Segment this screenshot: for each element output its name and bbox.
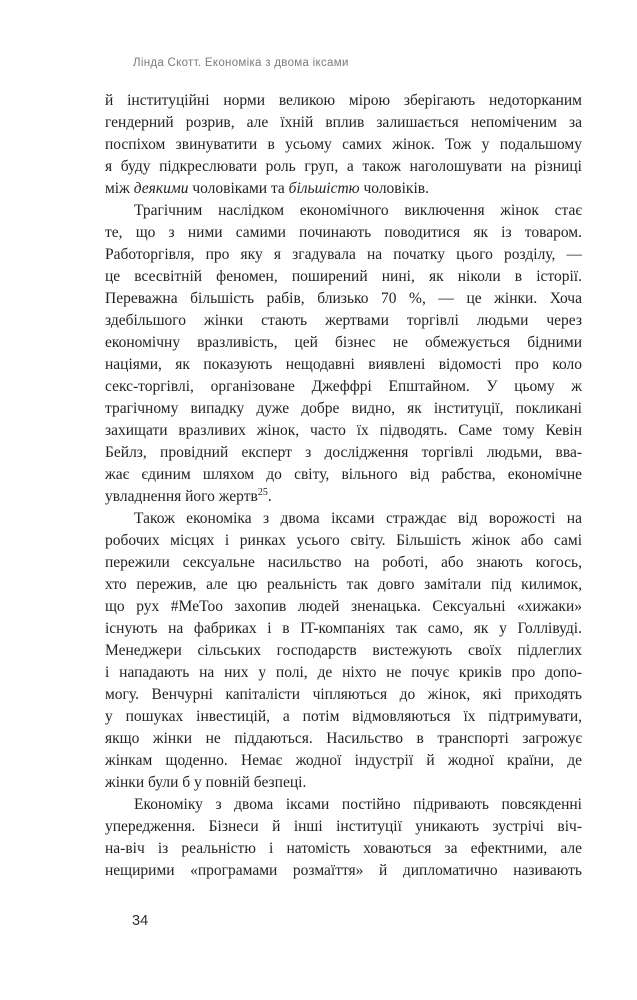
text-line [105, 662, 582, 684]
text-segment: нещирими «програмами розмаїття» й дипломатично називають [105, 862, 582, 879]
text-line [105, 442, 582, 464]
text-segment: і нападають на них у полі, де ніхто не почує криків про допо- [105, 664, 582, 681]
text-line [105, 222, 582, 244]
text-segment: Економіку з двома іксами постійно підривають повсякденні [134, 796, 582, 813]
text-segment: Переважна більшість рабів, близько 70 %, — це жінки. Хоча [105, 290, 582, 307]
text-segment: трагічному випадку дуже добре видно, як інституції, покликані [105, 400, 582, 417]
text-line [105, 112, 582, 134]
text-segment: на-віч із реальністю і натомість ховаються за ефектними, але [105, 840, 582, 857]
text-segment: те, що з ними самими починають поводитися як із товаром. [105, 224, 582, 241]
text-segment: жінкам щоденно. Немає жодної індустрії й жодної країни, де [105, 752, 582, 769]
text-segment: більшістю [288, 180, 360, 197]
text-segment: жінки були б у повній безпеці. [105, 774, 307, 791]
text-line [105, 486, 582, 508]
text-segment: жає єдиним шляхом до світу, вільного від рабства, економічне [105, 466, 582, 483]
text-line [105, 860, 582, 882]
paragraph [105, 508, 582, 794]
text-segment: у пошуках інвестицій, а потім відмовляються їх підтримувати, [105, 708, 582, 725]
text-segment: й інституційні норми великою мірою зберігають недоторканим [105, 92, 582, 109]
text-line [105, 464, 582, 486]
text-line [105, 596, 582, 618]
text-segment: що рух #MeToo захопив людей зненацька. Сексуальні «хижаки» [105, 598, 582, 615]
text-segment: гендерний розрив, але їхній вплив залишається непоміченим за [105, 114, 582, 131]
text-line [105, 706, 582, 728]
text-segment: деякими [133, 180, 189, 197]
text-line [105, 530, 582, 552]
text-line [105, 838, 582, 860]
text-segment: могу. Венчурні капіталісти чіпляються до жінок, які приходять [105, 686, 582, 703]
text-segment: Бейлз, провідний експерт з дослідження торгівлі людьми, вва- [105, 444, 582, 461]
text-line [105, 728, 582, 750]
text-line [105, 310, 582, 332]
text-segment: Трагічним наслідком економічного виключення жінок стає [134, 202, 582, 219]
text-line [105, 684, 582, 706]
text-segment: захищати вразливих жінок, часто їх підводять. Саме тому Кевін [105, 422, 582, 439]
text-line [105, 178, 582, 200]
text-segment: націями, як показують нещодавні виявлені відомості про коло [105, 356, 582, 373]
footnote-reference: 25 [257, 486, 268, 498]
paragraph [105, 90, 582, 200]
text-line [105, 376, 582, 398]
running-header: Лінда Скотт. Економіка з двома іксами [133, 57, 349, 69]
text-line [105, 156, 582, 178]
text-line [105, 794, 582, 816]
text-segment: я буду підкреслювати роль груп, а також наголошувати на різниці [105, 158, 582, 175]
text-line [105, 288, 582, 310]
text-line [105, 618, 582, 640]
text-segment: . [267, 488, 272, 505]
text-line [105, 552, 582, 574]
text-line [105, 574, 582, 596]
text-line [105, 332, 582, 354]
text-line [105, 640, 582, 662]
text-line [105, 750, 582, 772]
text-segment: пережили сексуальне насильство на роботі, або знають когось, [105, 554, 582, 571]
text-line [105, 266, 582, 288]
text-segment: чоловіків. [359, 180, 429, 197]
text-segment: чоловіками та [188, 180, 289, 197]
text-line [105, 508, 582, 530]
page-number: 34 [132, 913, 149, 929]
text-segment: робочих місцях і ринках усього світу. Більшість жінок або самі [105, 532, 582, 549]
text-segment: секс-торгівлі, організоване Джеффрі Епштайном. У цьому ж [105, 378, 582, 395]
text-segment: економічну вразливість, цей бізнес не обмежується бідними [105, 334, 582, 351]
text-line [105, 398, 582, 420]
text-segment: хто пережив, але цю реальність так довго замітали під килимок, [105, 576, 582, 593]
page-text [105, 90, 582, 882]
text-segment: поспіхом звинуватити в усьому самих жінок. Тож у подальшому [105, 136, 582, 153]
text-segment: упередження. Бізнеси й інші інституції уникають зустрічі віч- [105, 818, 582, 835]
text-segment: Менеджери сільських господарств вистежують своїх підлеглих [105, 642, 582, 659]
text-line [105, 816, 582, 838]
text-segment: це всесвітній феномен, поширений нині, як ніколи в історії. [105, 268, 582, 285]
text-segment: Також економіка з двома іксами страждає від ворожості на [134, 510, 582, 527]
text-line [105, 134, 582, 156]
text-line [105, 354, 582, 376]
text-line [105, 772, 582, 794]
text-segment: між [105, 180, 134, 197]
text-segment: існують на фабриках і в IT-компаніях так само, як у Голлівуді. [105, 620, 582, 637]
paragraph [105, 200, 582, 508]
text-segment: здебільшого жінки стають жертвами торгівлі людьми через [105, 312, 582, 329]
text-segment: якщо жінки не піддаються. Насильство в транспорті загрожує [105, 730, 582, 747]
text-line [105, 420, 582, 442]
text-line [105, 200, 582, 222]
text-line [105, 244, 582, 266]
text-line [105, 90, 582, 112]
text-segment: Работоргівля, про яку я згадувала на початку цього розділу, — [105, 246, 582, 263]
paragraph [105, 794, 582, 882]
text-segment: увладнення його жертв [105, 488, 258, 505]
